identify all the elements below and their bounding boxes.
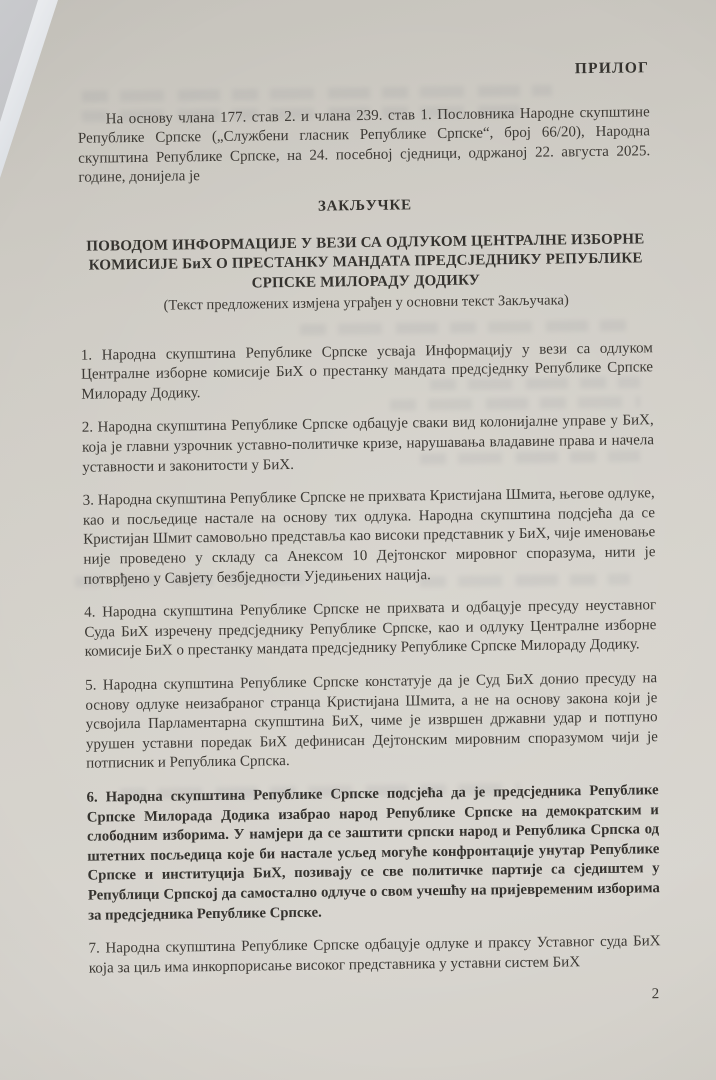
conclusion-item-5: 5. Народна скупштина Републике Српске констатује да је Суд БиХ донио пресуду на основу одлуке неизабраног странца Кристијана Шмита, а не на основу закона који је усвојила Парламентарна скупштина БиХ, чиме је извршен државни удар и потпуно урушен уставни поредак БиХ дефинисан Дејтонским мировним споразумом чији је потписник и Република Српска. [85,670,658,773]
conclusion-item-6: 6. Народна скупштина Републике Српске подсјећа да је предсједника Републике Српске Милорада Додика изабрао народ Републике Српске на демократским и слободним изборима. У намјери да се заштити српски народ и Република Српска од штетних посљедица које би настале усљед могуће конфронтације унутар Републике Српске и институција БиХ, позивају се све политичке партије са сједиштем у Републици Српској да самостално одлуче о свом учешћу на пријевременим изборима за предсједника Републике Српске. [86,782,660,924]
subject-heading-line: ПОВОДОМ ИНФОРМАЦИЈЕ У ВЕЗИ СА ОДЛУКОМ ЦЕНТРАЛНЕ ИЗБОРНЕ [86,230,645,255]
conclusion-item-1: 1. Народна скупштина Републике Српске усваја Информацију у вези са одлуком Централне изборне комисије БиХ о престанку мандата предсједнку Републике Српске Милораду Додику. [80,339,654,403]
conclusion-item-7: 7. Народна скупштина Републике Српске одбацује одлуке и праксу Уставног суда БиХ која за циљ има инкорпорисање високог представника у уставни систем БиХ [88,933,661,977]
preamble-paragraph: На основу члана 177. став 2. и члана 239. став 1. Пословника Народне скупштине Републике Српске („Службени гласник Републике Српске“, број 66/20), Народна скупштина Републике Српске, на 24. посебној сједници, одржаној 22. августа 2025. године, донијела је [77,103,651,187]
page-number: 2 [651,986,660,1003]
document-title: ЗАКЉУЧКЕ [317,197,412,215]
document-page [77,58,661,1012]
conclusion-item-4: 4. Народна скупштина Републике Српске не прихвата и одбацује пресуду неуставног Суда БиХ изречену предсједнику Републике Српске, као и одлуку Централне изборне комисије БиХ о престанку мандата предсједнику Републике Српске Милораду Додику. [84,597,657,661]
annex-label: ПРИЛОГ [574,59,650,78]
subject-heading-line: СРПСКЕ МИЛОРАДУ ДОДИКУ [251,272,481,292]
conclusion-item-2: 2. Народна скупштина Републике Српске одбацује сваки вид колонијалне управе у БиХ, која је главни узрочник уставно-политичке кризе, нарушавања владавине права и начела уставности и законитости у БиХ. [81,412,655,476]
conclusions-list [81,339,661,979]
conclusion-item-3: 3. Народна скупштина Републике Српске не прихвата Кристијана Шмита, његове одлуке, као и посљедице настале на основу тих одлука. Народна скупштина подсјећа да се Кристијан Шмит самовољно представља као високи представник у БиХ, чије именовање није проведено у складу са Анексом 10 Дејтонског мировног споразума, нити је потврђено у Савјету безбједности Уједињених нација. [82,485,656,588]
subject-heading-line: КОМИСИЈЕ БиХ О ПРЕСТАНКУ МАНДАТА ПРЕДСЈЕДНИКУ РЕПУБЛИКЕ [88,250,643,274]
subject-note: (Текст предложених измјена уграђен у основни текст Закључака) [163,292,569,314]
subject-heading [79,230,652,296]
